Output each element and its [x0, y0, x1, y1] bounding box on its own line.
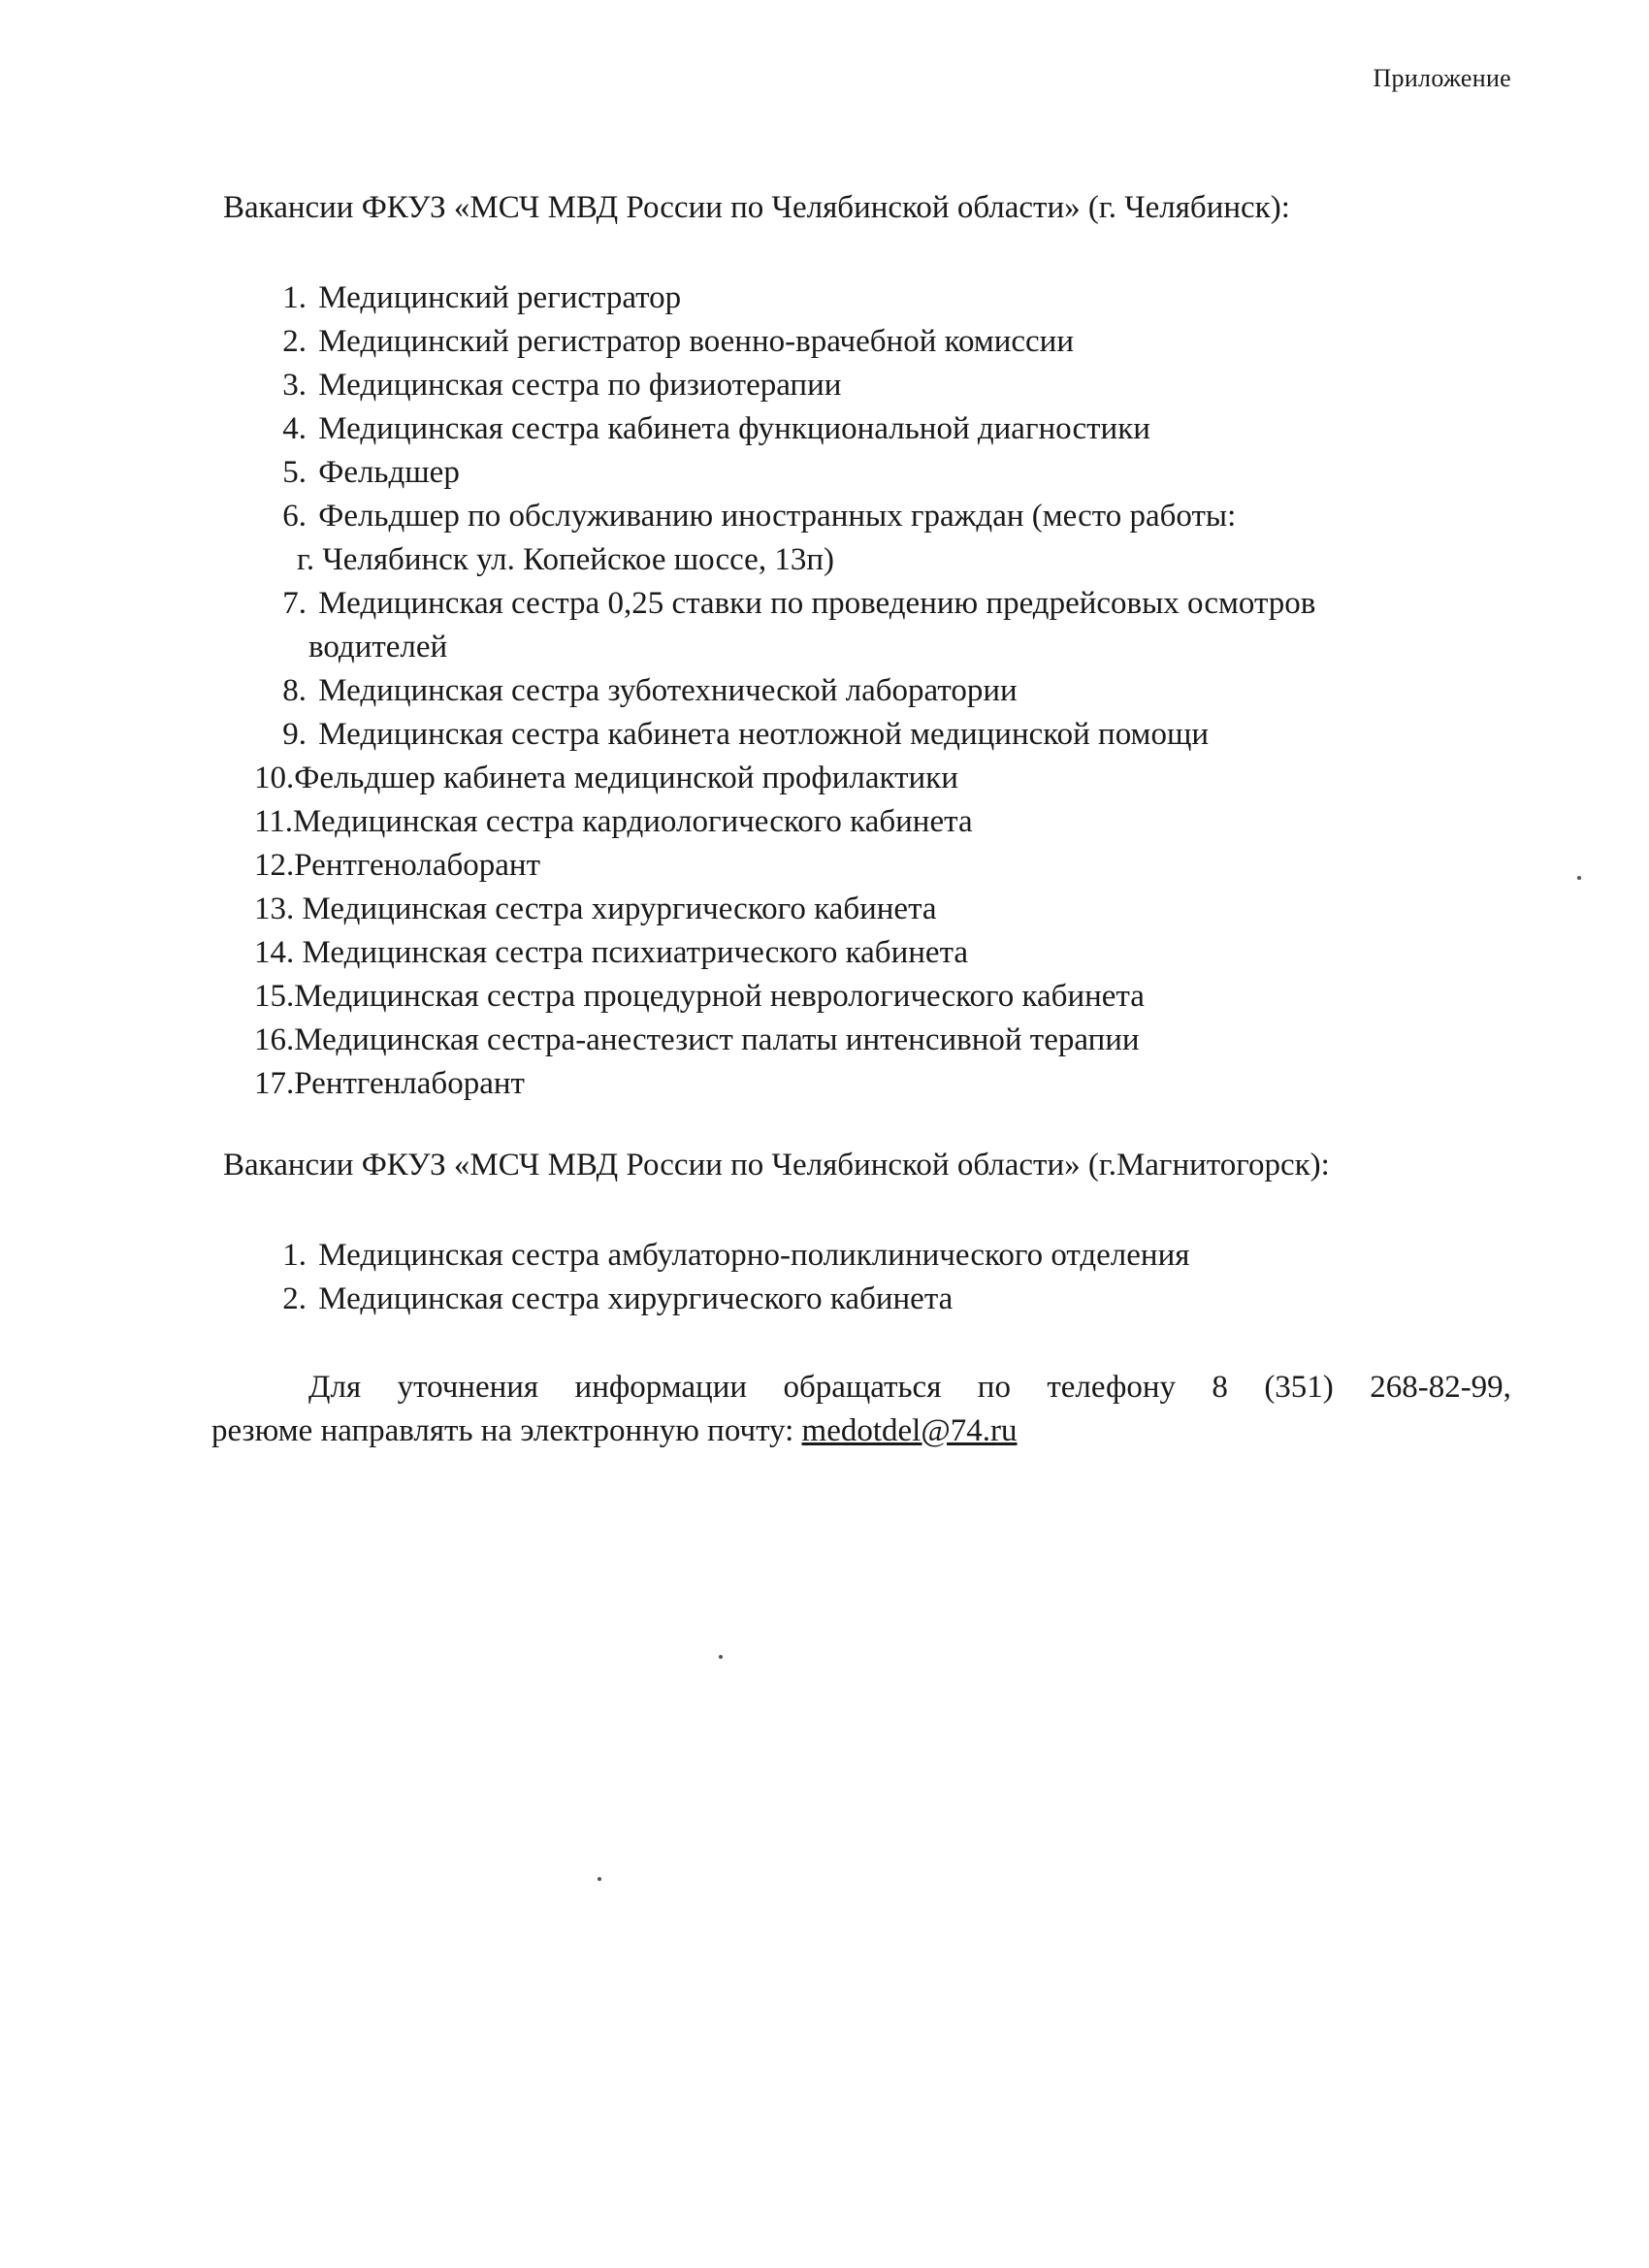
contact-word: уточнения: [397, 1370, 539, 1405]
item-text: Рентгенолаборант: [294, 848, 541, 883]
item-text: Медицинская сестра кардиологического кабинета: [293, 804, 973, 839]
list-item: [254, 669, 1315, 713]
item-number: 1.: [282, 1238, 307, 1273]
contact-word: информации: [574, 1370, 748, 1405]
item-number: 1.: [282, 280, 307, 315]
item-number: 3.: [282, 368, 307, 403]
item-text: Медицинская сестра кабинета функциональной диагностики: [318, 411, 1150, 446]
scan-speck: [598, 1877, 601, 1881]
email-link[interactable]: medotdel@74.ru: [801, 1413, 1018, 1448]
item-text: Медицинская сестра зуботехнической лаборатории: [318, 673, 1018, 708]
item-number: 11.: [254, 804, 294, 839]
item-text: Медицинская сестра психиатрического кабинета: [294, 935, 969, 970]
item-text: Медицинская сестра процедурной неврологического кабинета: [294, 979, 1145, 1014]
item-number: 13.: [254, 891, 295, 926]
list-item: [254, 407, 1315, 451]
item-number: 4.: [282, 411, 307, 446]
item-number: 6.: [282, 499, 307, 534]
contact-word: по: [977, 1370, 1011, 1405]
item-text: Медицинская сестра хирургического кабинета: [318, 1281, 954, 1316]
item-number: 10.: [254, 761, 295, 795]
list-item: [254, 888, 1315, 931]
phone-number: 268-82-99,: [1370, 1370, 1511, 1405]
item-text: Фельдшер: [318, 455, 460, 490]
contact-word: телефону: [1047, 1370, 1176, 1405]
list-item: [254, 495, 1315, 582]
scan-speck: [719, 1655, 723, 1659]
item-number: 14.: [254, 935, 295, 970]
section-heading-magnitogorsk: Вакансии ФКУЗ «МСЧ МВД России по Челябинской области» (г.Магнитогорск):: [223, 1148, 1330, 1183]
contact-word: (351): [1264, 1370, 1334, 1405]
item-text: Медицинская сестра 0,25 ставки по проведению предрейсовых осмотров: [318, 586, 1316, 621]
item-text-continuation: г. Челябинск ул. Копейское шоссе, 13п): [297, 542, 834, 577]
item-text: Рентгенлаборант: [294, 1066, 525, 1101]
item-text: Медицинская сестра кабинета неотложной медицинской помощи: [318, 717, 1210, 752]
item-number: 8.: [282, 673, 307, 708]
item-text: Медицинская сестра хирургического кабинета: [294, 891, 937, 926]
contact-word: 8: [1212, 1370, 1228, 1405]
list-item: [254, 931, 1315, 975]
list-item: [254, 1278, 1189, 1321]
contact-paragraph: [211, 1366, 1511, 1453]
contact-word: Для: [308, 1370, 362, 1405]
item-text: Медицинская сестра по физиотерапии: [318, 368, 842, 403]
item-number: 5.: [282, 455, 307, 490]
item-text: Фельдшер кабинета медицинской профилактики: [294, 761, 958, 795]
item-number: 2.: [282, 1281, 307, 1316]
item-number: 2.: [282, 324, 307, 359]
item-number: 7.: [282, 586, 307, 621]
section-heading-chelyabinsk: Вакансии ФКУЗ «МСЧ МВД России по Челябинской области» (г. Челябинск):: [223, 190, 1290, 225]
list-item: [254, 713, 1315, 757]
item-number: 12.: [254, 848, 295, 883]
contact-line-2: [211, 1409, 1511, 1453]
list-item: [254, 276, 1315, 320]
list-item: [254, 451, 1315, 495]
scan-speck: [1577, 876, 1581, 880]
item-text: Медицинская сестра амбулаторно-поликлинического отделения: [318, 1238, 1190, 1273]
list-item: [254, 364, 1315, 407]
item-number: 17.: [254, 1066, 295, 1101]
list-item: [254, 1019, 1315, 1062]
list-item: [254, 757, 1315, 800]
contact-line-1: [211, 1366, 1511, 1409]
item-text-continuation: водителей: [308, 630, 448, 664]
item-number: 15.: [254, 979, 295, 1014]
item-text: Медицинский регистратор военно-врачебной комиссии: [318, 324, 1075, 359]
item-text: Фельдшер по обслуживанию иностранных граждан (место работы:: [318, 499, 1237, 534]
list-item: [254, 975, 1315, 1019]
list-item: [254, 1062, 1315, 1106]
item-number: 16.: [254, 1022, 295, 1057]
vacancy-list-magnitogorsk: [254, 1234, 1189, 1321]
list-item: [254, 1234, 1189, 1278]
vacancy-list-chelyabinsk: [254, 276, 1315, 1106]
item-text: Медицинский регистратор: [318, 280, 682, 315]
list-item: [254, 582, 1315, 669]
item-text: Медицинская сестра-анестезист палаты интенсивной терапии: [294, 1022, 1140, 1057]
contact-text: резюме направлять на электронную почту:: [211, 1413, 802, 1448]
list-item: [254, 844, 1315, 888]
list-item: [254, 800, 1315, 844]
appendix-label: Приложение: [1373, 64, 1511, 92]
item-number: 9.: [282, 717, 307, 752]
contact-word: обращаться: [783, 1370, 942, 1405]
list-item: [254, 320, 1315, 364]
